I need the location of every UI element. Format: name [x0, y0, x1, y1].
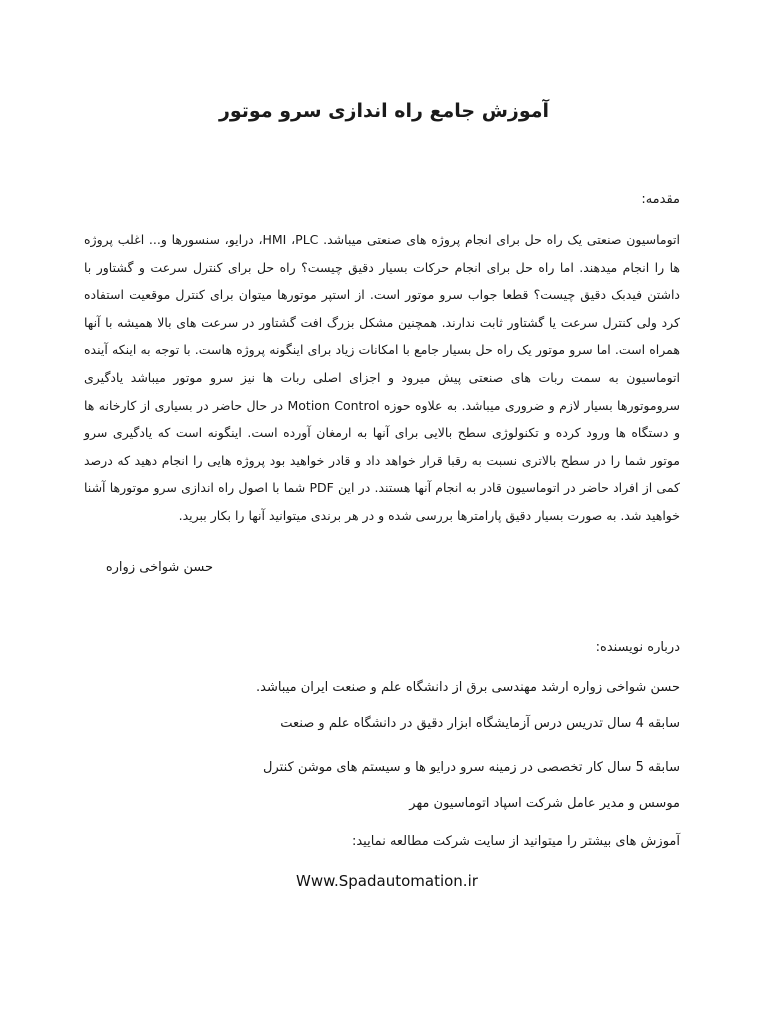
intro-heading: مقدمه: [641, 192, 680, 207]
about-line-teaching: سابقه 4 سال تدریس درس آزمایشگاه ابزار دقیق در دانشگاه علم و صنعت [280, 716, 680, 731]
intro-paragraph: اتوماسیون صنعتی یک راه حل برای انجام پروژه های صنعتی میباشد. HMI ،PLC، درایو، سنسورها و... اغلب پروژه ها را انجام میدهند. اما راه حل برای انجام حرکات بسیار دقیق چیست؟ راه حل برای کنترل سرعت و گشتاور با داشتن فیدبک دقیق چیست؟ قطعا جواب سرو موتور است. از استپر موتورها میتوان برای کنترل موقعیت استفاده کرد ولی کنترل سرعت یا گشتاور ثابت ندارند. همچنین مشکل بزرگ افت گشتاور در سرعت های بالا همیشه با آنها همراه است. اما سرو موتور یک راه حل بسیار جامع با امکانات زیاد برای اینگونه پروژه هاست. با توجه به اینکه آینده اتوماسیون به سمت ربات های صنعتی پیش میرود و اجزای اصلی ربات ها نیز سرو موتور میباشد یادگیری سروموتورها بسیار لازم و ضروری میباشد. به علاوه حوزه Motion Control در حال حاضر در بسیاری از کارخانه ها و دستگاه ها ورود کرده و تکنولوژی سطح بالایی برای آنها به ارمغان آورده است. اینگونه است که یادگیری سرو موتور شما را در سطح بالاتری نسبت به رقبا قرار خواهد داد و قادر خواهید بود پروژه هایی را انجام دهید که درصد کمی از افراد حاضر در اتوماسیون قادر به انجام آنها هستند. در این PDF شما با اصول راه اندازی سرو موتورها آشنا خواهید شد. به صورت بسیار دقیق پارامترها بررسی شده و در هر برندی میتوانید آنها را بکار ببرید. [84, 232, 681, 523]
about-line-founder: موسس و مدیر عامل شرکت اسپاد اتوماسیون مهر [409, 796, 680, 811]
author-signature: حسن شواخی زواره [105, 560, 213, 575]
about-line-experience: سابقه 5 سال کار تخصصی در زمینه سرو درایو ها و سیستم های موشن کنترل [263, 760, 680, 775]
about-line-degree: حسن شواخی زواره ارشد مهندسی برق از دانشگاه علم و صنعت ایران میباشد. [255, 680, 680, 695]
document-title: آموزش جامع راه اندازی سرو موتور [218, 100, 550, 122]
about-line-more-info: آموزش های بیشتر را میتوانید از سایت شرکت مطالعه نمایید: [351, 834, 680, 849]
about-author-heading: درباره نویسنده: [595, 640, 680, 655]
website-link[interactable]: Www.Spadautomation.ir [296, 872, 478, 890]
